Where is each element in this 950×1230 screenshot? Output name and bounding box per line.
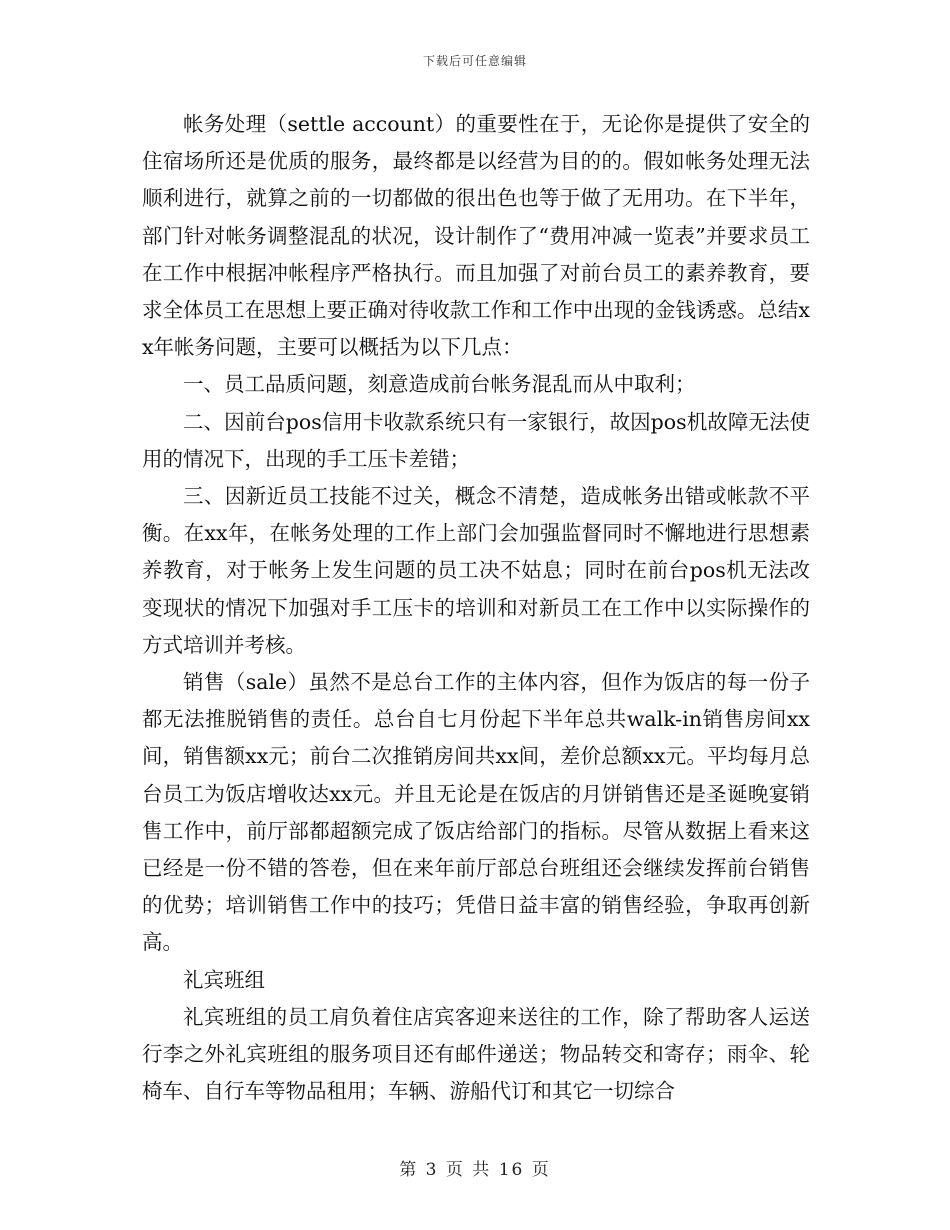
list-item-new-staff-skills: 三、因新近员工技能不过关，概念不清楚，造成帐务出错或帐款不平衡。在xx年，在帐务处理的工作上部门会加强监督同时不懈地进行思想素养教育，对于帐务上发生问题的员工决不姑息；同时在前台pos机无法改变现状的情况下加强对手工压卡的培训和对新员工在工作中以实际操作的方式培训并考核。 [142,484,810,657]
list-item-pos-issue: 二、因前台pos信用卡收款系统只有一家银行，故因pos机故障无法使用的情况下，出现的手工压卡差错； [142,409,810,471]
paragraph-sales: 销售（sale）虽然不是总台工作的主体内容，但作为饭店的每一份子都无法推脱销售的责任。总台自七月份起下半年总共walk-in销售房间xx间，销售额xx元；前台二次推销房间共xx间，差价总额xx元。平均每月总台员工为饭店增收达xx元。并且无论是在饭店的月饼销售还是圣诞晚宴销售工作中，前厅部都超额完成了饭店给部门的指标。尽管从数据上看来这已经是一份不错的答卷，但在来年前厅部总台班组还会继续发挥前台销售的优势；培训销售工作中的技巧；凭借日益丰富的销售经验，争取再创新高。 [142,670,810,955]
section-heading-concierge: 礼宾班组 [183,967,265,992]
paragraph-accounting-importance: 帐务处理（settle account）的重要性在于，无论你是提供了安全的住宿场所还是优质的服务，最终都是以经营为目的的。假如帐务处理无法顺利进行，就算之前的一切都做的很出色也等于做了无用功。在下半年，部门针对帐务调整混乱的状况，设计制作了“费用冲减一览表”并要求员工在工作中根据冲帐程序严格执行。而且加强了对前台员工的素养教育，要求全体员工在思想上要正确对待收款工作和工作中出现的金钱诱惑。总结xx年帐务问题，主要可以概括为以下几点： [142,112,810,360]
paragraph-concierge-duties: 礼宾班组的员工肩负着住店宾客迎来送往的工作，除了帮助客人运送行李之外礼宾班组的服务项目还有邮件递送；物品转交和寄存；雨伞、轮椅车、自行车等物品租用；车辆、游船代订和其它一切综合 [142,1004,810,1104]
page-number: 第 3 页 共 16 页 [399,1160,551,1180]
document-body [142,106,810,1110]
page-header-note: 下载后可任意编辑 [422,54,527,68]
list-item-staff-quality: 一、员工品质问题，刻意造成前台帐务混乱而从中取利； [183,372,696,397]
